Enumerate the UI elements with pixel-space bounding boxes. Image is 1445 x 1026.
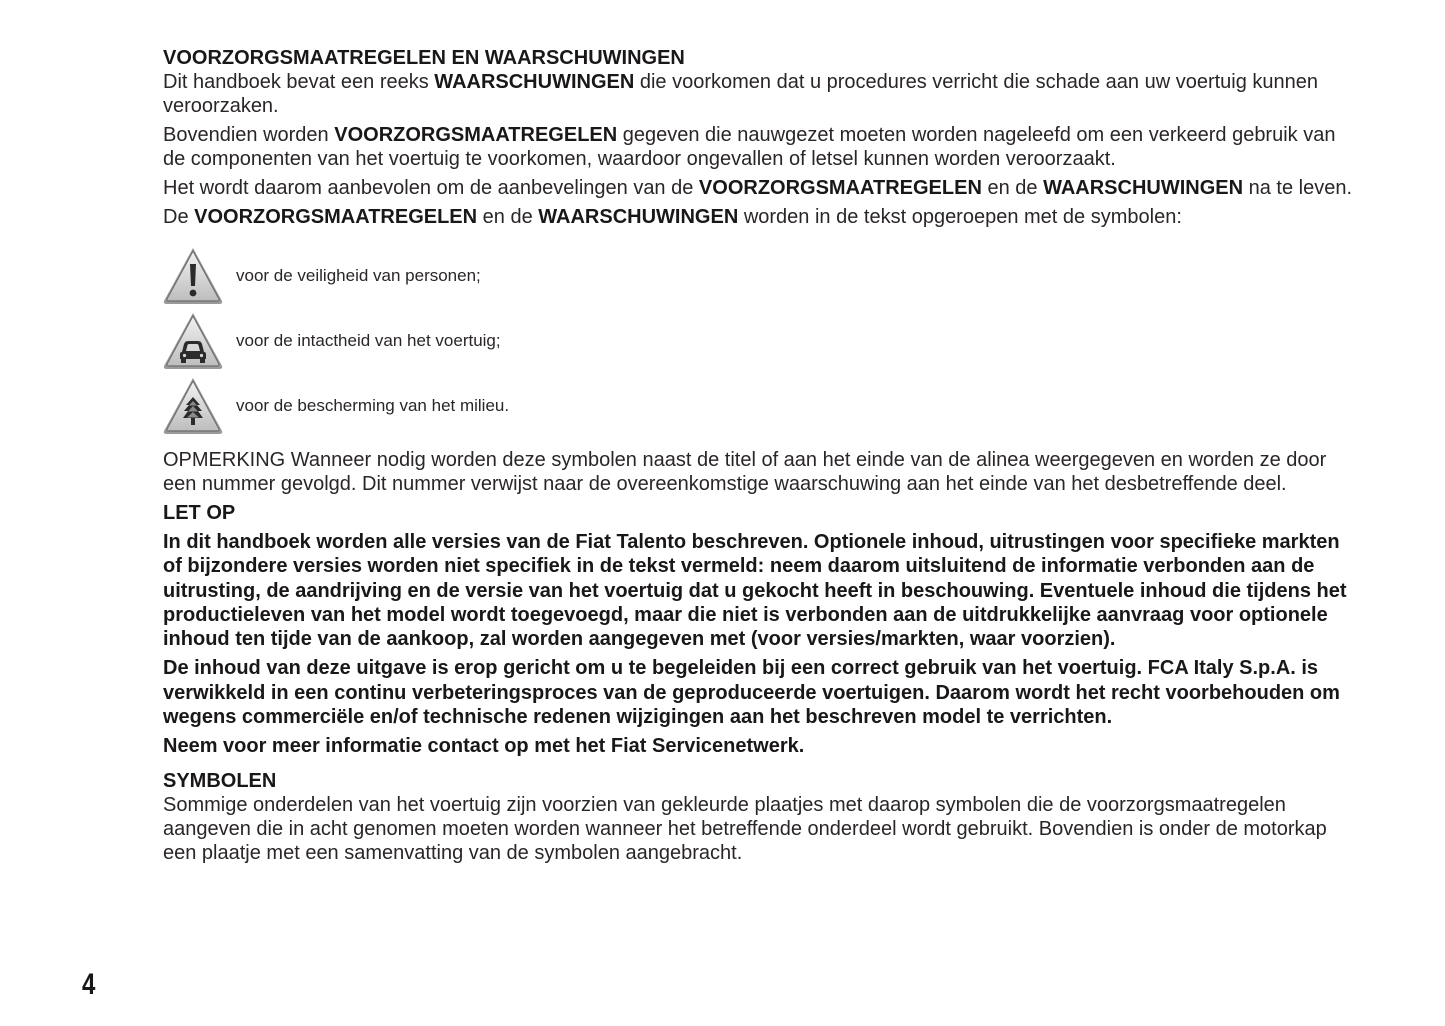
paragraph-letop-contact: Neem voor meer informatie contact op met het Fiat Servicenetwerk.	[163, 735, 805, 758]
text-run: en de	[477, 206, 539, 228]
page-number: 4	[82, 968, 96, 1001]
text-run: Het wordt daarom aanbevolen om de aanbevelingen van de	[163, 177, 699, 199]
text-run: die voorkomen dat u procedures verricht die schade aan uw voertuig kunnen veroorzaken.	[163, 71, 1319, 117]
text-run: na te leven.	[1243, 177, 1353, 199]
symbol-item-personal-safety	[161, 243, 1358, 308]
section-heading-symbolen: SYMBOLEN	[163, 769, 277, 792]
car-warning-icon	[161, 310, 225, 372]
paragraph-letop-versions: In dit handboek worden alle versies van de Fiat Talento beschreven. Optionele inhoud, uitrustingen voor specifieke markten of bijzondere versies worden niet specifiek in de tekst vermeld: neem daarom uitsluitend de informatie verbonden aan de uitrusting, de aandrijving en de versie van het voertuig dat u gekocht heeft in beschouwing. Eventuele inhoud die tijdens het productieleven van het model wordt toegevoegd, maar die niet is verbonden aan de uitdrukkelijke aanvraag voor optionele inhoud ten tijde van de aankoop, zal worden aangegeven met (voor versies/markten, waar voorzien).	[163, 531, 1347, 651]
text-run: worden in de tekst opgeroepen met de symbolen:	[738, 206, 1182, 228]
text-run: Dit handboek bevat een reeks	[163, 71, 435, 93]
paragraph-note: OPMERKING Wanneer nodig worden deze symbolen naast de titel of aan het einde van de alinea weergegeven en worden ze door een nummer gevolgd. Dit nummer verwijst naar de overeenkomstige waarschuwing aan het einde van het desbetreffende deel.	[163, 449, 1327, 495]
text-run-bold: VOORZORGSMAATREGELEN	[194, 206, 478, 228]
text-run: De	[163, 206, 195, 228]
symbol-item-vehicle	[161, 308, 1358, 373]
paragraph-warnings-intro	[163, 70, 1358, 118]
exclamation-warning-icon	[161, 245, 225, 307]
text-run: gegeven die nauwgezet moeten worden nageleefd om een verkeerd gebruik van de componenten van het voertuig te voorkomen, waardoor ongevallen of letsel kunnen worden veroorzaakt.	[163, 124, 1336, 170]
section-heading-letop: LET OP	[163, 502, 236, 524]
symbol-label-environment: voor de bescherming van het milieu.	[236, 395, 510, 415]
symbol-list	[161, 243, 1358, 438]
text-run-bold: WAARSCHUWINGEN	[1043, 177, 1244, 199]
paragraph-letop-content: De inhoud van deze uitgave is erop gericht om u te begeleiden bij een correct gebruik van het voertuig. FCA Italy S.p.A. is verwikkeld in een continu verbeteringsproces van de geproduceerde voertuigen. Daarom wordt het recht voorbehouden om wegens commerciële en/of technische redenen wijzigingen aan het beschreven model te verrichten.	[163, 657, 1340, 729]
document-page	[163, 46, 1358, 870]
text-run-bold: VOORZORGSMAATREGELEN	[698, 177, 982, 199]
text-run-bold: WAARSCHUWINGEN	[538, 206, 739, 228]
text-run-bold: WAARSCHUWINGEN	[434, 71, 635, 93]
symbol-label-personal-safety: voor de veiligheid van personen;	[236, 265, 481, 285]
text-run: en de	[981, 177, 1044, 199]
text-run-bold: VOORZORGSMAATREGELEN	[334, 124, 618, 146]
tree-warning-icon	[161, 375, 225, 437]
text-run: Bovendien worden	[163, 124, 335, 146]
paragraph-symbols-intro	[163, 205, 1358, 229]
paragraph-symbolen: Sommige onderdelen van het voertuig zijn voorzien van gekleurde plaatjes met daarop symbolen die de voorzorgsmaatregelen aangeven die in acht genomen moeten worden wanneer het betreffende onderdeel wordt gebruikt. Bovendien is onder de motorkap een plaatje met een samenvatting van de symbolen aangebracht.	[163, 793, 1327, 864]
symbol-label-vehicle: voor de intactheid van het voertuig;	[236, 330, 501, 350]
symbol-item-environment	[161, 373, 1358, 438]
paragraph-recommendation	[163, 176, 1358, 200]
paragraph-precautions-intro	[163, 123, 1358, 171]
section-heading-precautions: VOORZORGSMAATREGELEN EN WAARSCHUWINGEN	[163, 47, 685, 69]
